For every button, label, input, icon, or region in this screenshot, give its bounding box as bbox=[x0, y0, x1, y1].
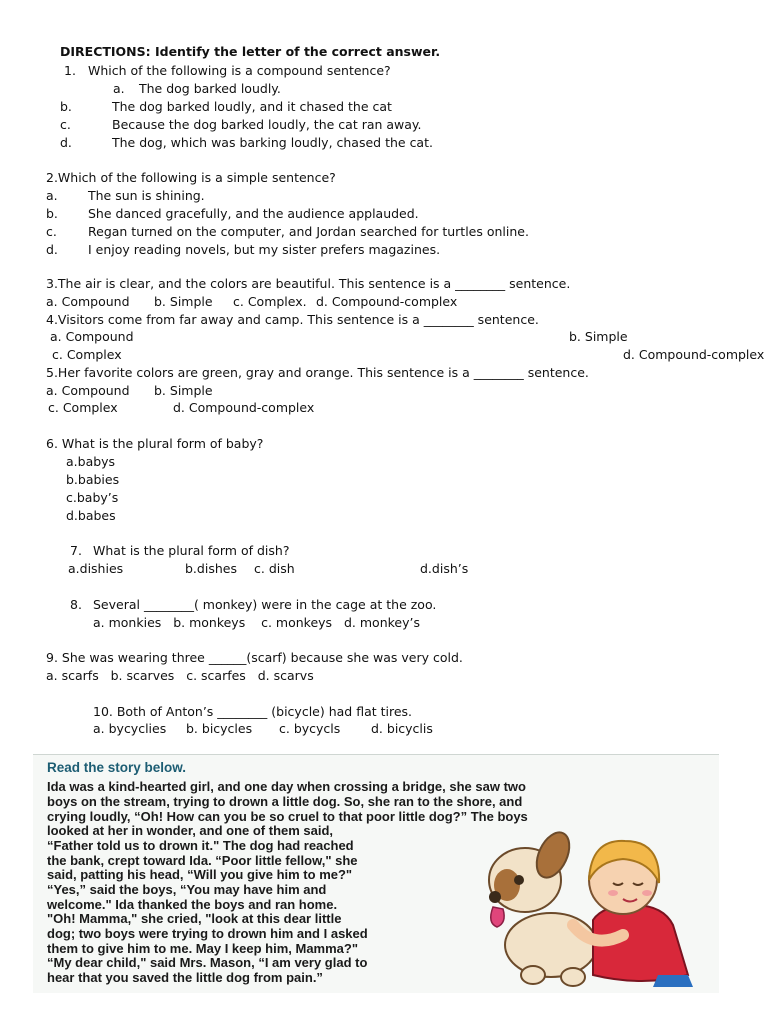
q8-options: a. monkies b. monkeys c. monkeys d. monkey’s bbox=[93, 615, 420, 630]
q2-option-letter: d. bbox=[46, 242, 58, 257]
q1-option-letter: c. bbox=[60, 117, 71, 132]
q3-text: 3.The air is clear, and the colors are beautiful. This sentence is a ________ sentence. bbox=[46, 276, 571, 291]
q5-option-c: c. Complex bbox=[48, 400, 118, 415]
q3-option-b: b. Simple bbox=[154, 294, 213, 309]
q1-text: Which of the following is a compound sentence? bbox=[88, 63, 391, 78]
q3-option-a: a. Compound bbox=[46, 294, 130, 309]
q3-option-d: d. Compound-complex bbox=[316, 294, 458, 309]
q4-option-d: d. Compound-complex bbox=[623, 347, 765, 362]
q2-option-letter: b. bbox=[46, 206, 58, 221]
q1-option-letter: b. bbox=[60, 99, 72, 114]
q8-text: Several ________( monkey) were in the cage at the zoo. bbox=[93, 597, 437, 612]
story-line: hear that you saved the little dog from pain.” bbox=[47, 970, 323, 985]
q5-text: 5.Her favorite colors are green, gray and orange. This sentence is a ________ sentence. bbox=[46, 365, 589, 380]
q2-option-text: I enjoy reading novels, but my sister prefers magazines. bbox=[88, 242, 441, 257]
q6-option: b.babies bbox=[66, 472, 120, 487]
story-line: said, patting his head, “Will you give him to me?" bbox=[47, 867, 353, 882]
q2-option-text: The sun is shining. bbox=[88, 188, 205, 203]
story-line: the bank, crept toward Ida. “Poor little fellow," she bbox=[47, 853, 358, 868]
q7-text: What is the plural form of dish? bbox=[93, 543, 290, 558]
q2-text: 2.Which of the following is a simple sentence? bbox=[46, 170, 336, 185]
q6-text: 6. What is the plural form of baby? bbox=[46, 436, 264, 451]
q2-option-letter: c. bbox=[46, 224, 57, 239]
q7-option-a: a.dishies bbox=[68, 561, 124, 576]
q1-option-letter: d. bbox=[60, 135, 72, 150]
q7-option-b: b.dishes bbox=[185, 561, 237, 576]
story-image bbox=[33, 754, 719, 993]
q4-option-b: b. Simple bbox=[569, 329, 628, 344]
story-line: Ida was a kind-hearted girl, and one day when crossing a bridge, she saw two bbox=[47, 779, 526, 794]
q10-text: 10. Both of Anton’s ________ (bicycle) had flat tires. bbox=[93, 704, 413, 719]
q5-option-a: a. Compound bbox=[46, 383, 130, 398]
q3-option-c: c. Complex. bbox=[233, 294, 307, 309]
q9-text: 9. She was wearing three ______(scarf) because she was very cold. bbox=[46, 650, 463, 665]
q4-option-a: a. Compound bbox=[50, 329, 134, 344]
q9-options: a. scarfs b. scarves c. scarfes d. scarvs bbox=[46, 668, 314, 683]
q2-option-text: She danced gracefully, and the audience applauded. bbox=[88, 206, 419, 221]
story-line: “Yes,” said the boys, “You may have him and bbox=[47, 882, 327, 897]
q10-option-a: a. bycyclies bbox=[93, 721, 167, 736]
q1-option-letter: a. bbox=[113, 81, 125, 96]
q1-option-text: The dog barked loudly. bbox=[139, 81, 281, 96]
q5-option-b: b. Simple bbox=[154, 383, 213, 398]
q4-text: 4.Visitors come from far away and camp. This sentence is a ________ sentence. bbox=[46, 312, 539, 327]
q8-number: 8. bbox=[70, 597, 82, 612]
q1-option-text: The dog barked loudly, and it chased the cat bbox=[112, 99, 392, 114]
q6-option: d.babes bbox=[66, 508, 116, 523]
story-line: welcome." Ida thanked the boys and ran home. bbox=[47, 897, 338, 912]
story-line: looked at her in wonder, and one of them said, bbox=[47, 823, 334, 838]
q7-number: 7. bbox=[70, 543, 82, 558]
story-line: “My dear child," said Mrs. Mason, “I am very glad to bbox=[47, 955, 368, 970]
q6-option: c.baby’s bbox=[66, 490, 119, 505]
q2-option-letter: a. bbox=[46, 188, 58, 203]
directions: DIRECTIONS: Identify the letter of the correct answer. bbox=[60, 44, 441, 59]
q4-option-c: c. Complex bbox=[52, 347, 122, 362]
q1-option-text: Because the dog barked loudly, the cat ran away. bbox=[112, 117, 422, 132]
story-line: crying loudly, “Oh! How can you be so cruel to that poor little dog?” The boys bbox=[47, 809, 528, 824]
story-heading: Read the story below. bbox=[47, 760, 187, 775]
story-line: dog; two boys were trying to drown him and I asked bbox=[47, 926, 368, 941]
q2-option-text: Regan turned on the computer, and Jordan searched for turtles online. bbox=[88, 224, 529, 239]
q10-option-c: c. bycycls bbox=[279, 721, 341, 736]
story-line: boys on the stream, trying to drown a little dog. So, she ran to the shore, and bbox=[47, 794, 523, 809]
girl-hugging-dog-illustration bbox=[473, 825, 703, 990]
q1-option-text: The dog, which was barking loudly, chased the cat. bbox=[112, 135, 433, 150]
q1-number: 1. bbox=[64, 63, 76, 78]
q7-option-c: c. dish bbox=[254, 561, 295, 576]
q10-option-d: d. bicyclis bbox=[371, 721, 433, 736]
story-line: “Father told us to drown it." The dog had reached bbox=[47, 838, 354, 853]
q10-option-b: b. bicycles bbox=[186, 721, 253, 736]
q5-option-d: d. Compound-complex bbox=[173, 400, 315, 415]
q6-option: a.babys bbox=[66, 454, 116, 469]
story-line: them to give him to me. May I keep him, Mamma?" bbox=[47, 941, 359, 956]
q7-option-d: d.dish’s bbox=[420, 561, 469, 576]
story-line: "Oh! Mamma," she cried, "look at this dear little bbox=[47, 911, 342, 926]
